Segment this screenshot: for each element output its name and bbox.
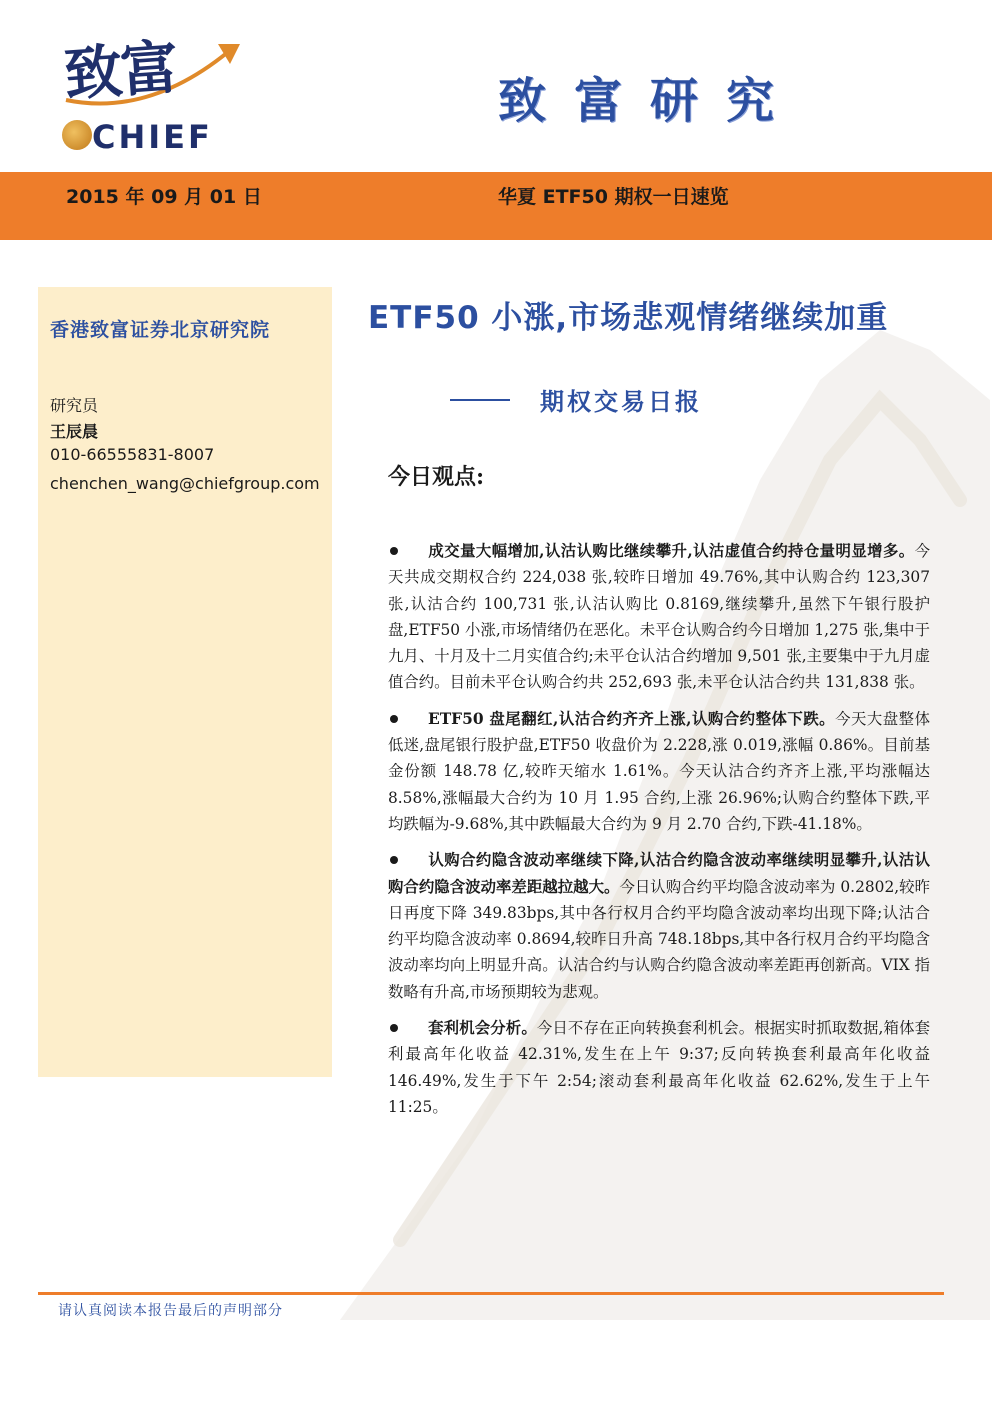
- section-heading: 今日观点:: [388, 464, 485, 490]
- point-body: 今日不存在正向转换套利机会。根据实时抓取数据,箱体套利最高年化收益 42.31%,发生在上午 9:37;反向转换套利最高年化收益 146.49%,发生于下午 2:54;滚动套利最高年化收益 62.62%,发生于上午 11:25。: [388, 1019, 930, 1116]
- bullet-icon: [390, 856, 398, 864]
- report-body: [388, 538, 930, 1130]
- bullet-icon: [390, 547, 398, 555]
- header-banner: [0, 172, 992, 240]
- list-item: [388, 538, 930, 696]
- institute-name: 香港致富证券北京研究院: [50, 319, 271, 341]
- company-logo: [58, 22, 258, 162]
- banner-title: 华夏 ETF50 期权一日速览: [498, 186, 729, 208]
- logo-chinese-text: 致富: [62, 33, 179, 109]
- point-lead: 成交量大幅增加,认沽认购比继续攀升,认沽虚值合约持仓量明显增多。: [428, 542, 915, 560]
- point-body: 今天共成交期权合约 224,038 张,较昨日增加 49.76%,其中认购合约 123,307 张,认沽合约 100,731 张,认沽认购比 0.8169,继续攀升,虽然下午银行股护盘,ETF50 小涨,市场情绪仍在恶化。未平仓认购合约今日增加 1,275 张,集中于九月、十月及十二月实值合约;未平仓认沽合约增加 9,501 张,主要集中于九月虚值合约。目前未平仓认购合约共 252,693 张,未平仓认沽合约共 131,838 张。: [388, 542, 930, 692]
- point-lead: 认购合约隐含波动率继续下降,认沽合约隐含波动率继续明显攀升,认沽认购合约隐含波动率差距越拉越大。: [388, 851, 930, 896]
- brand-title: 致富研究: [498, 73, 803, 129]
- author-role: 研究员: [50, 396, 99, 415]
- subtitle-dash: [450, 399, 510, 401]
- point-lead: ETF50 盘尾翻红,认沽合约齐齐上涨,认购合约整体下跌。: [428, 709, 836, 728]
- list-item: [388, 847, 930, 1005]
- author-name: 王辰晨: [50, 422, 99, 441]
- report-title: ETF50 小涨,市场悲观情绪继续加重: [368, 300, 889, 336]
- author-email[interactable]: chenchen_wang@chiefgroup.com: [50, 474, 320, 493]
- list-item: [388, 1015, 930, 1120]
- author-phone: 010-66555831-8007: [50, 445, 215, 464]
- point-body: 今天大盘整体低迷,盘尾银行股护盘,ETF50 收盘价为 2.228,涨 0.019,涨幅 0.86%。目前基金份额 148.78 亿,较昨天缩水 1.61%。今天认沽合约齐齐上涨,平均涨幅达 8.58%,涨幅最大合约为 10 月 1.95 合约,上涨 26.96%;认购合约整体下跌,平均跌幅为-9.68%,其中跌幅最大合约为 9 月 2.70 合约,下跌-41.18%。: [388, 709, 930, 833]
- bullet-icon: [390, 715, 398, 723]
- report-subtitle-row: [450, 382, 702, 417]
- bullet-icon: [390, 1024, 398, 1032]
- logo-sphere-icon: [62, 120, 92, 150]
- footer-divider: [38, 1292, 944, 1295]
- logo-english-text: CHIEF: [92, 118, 213, 156]
- point-lead: 套利机会分析。: [428, 1019, 537, 1038]
- list-item: [388, 706, 930, 837]
- point-body: 今日认购合约平均隐含波动率为 0.2802,较昨日再度下降 349.83bps,其中各行权月合约平均隐含波动率均出现下降;认沽合约平均隐含波动率 0.8694,较昨日升高 748.18bps,其中各行权月合约平均隐含波动率均向上明显升高。认沽合约与认购合约隐含波动率差距再创新高。VIX 指数略有升高,市场预期较为悲观。: [388, 877, 930, 1001]
- report-subtitle: 期权交易日报: [540, 387, 702, 416]
- author-sidebar: [38, 287, 332, 1077]
- report-date: 2015 年 09 月 01 日: [66, 186, 262, 208]
- footer-disclaimer: 请认真阅读本报告最后的声明部分: [58, 1303, 283, 1319]
